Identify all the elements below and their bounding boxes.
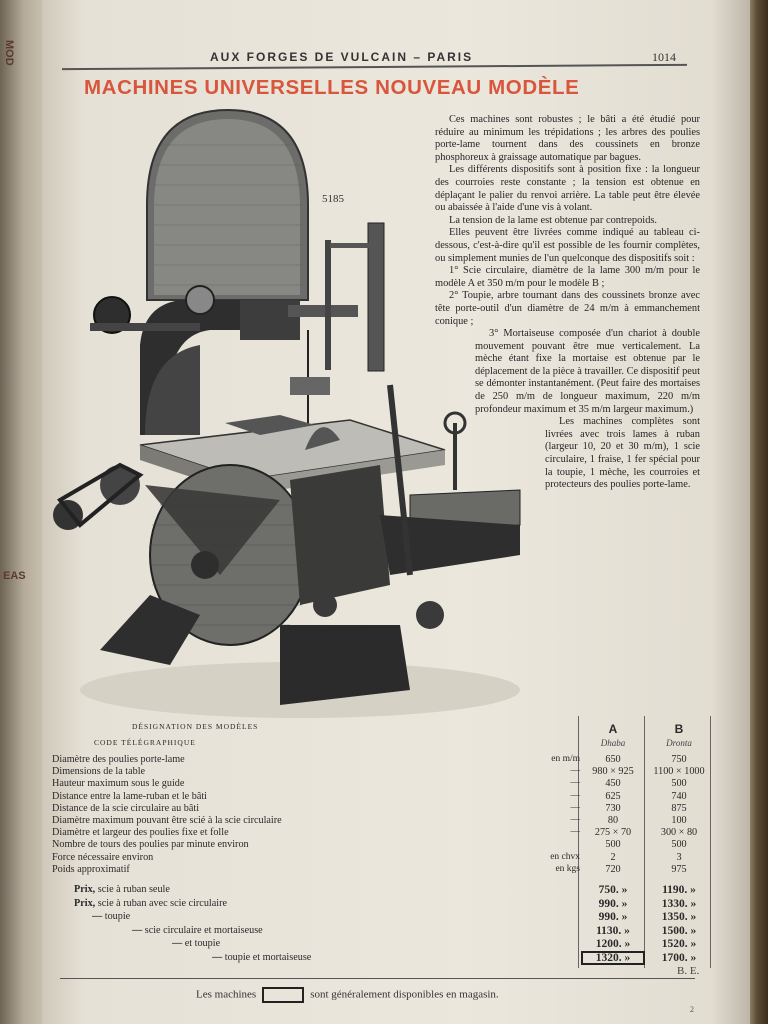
- price-description: toupie: [104, 911, 131, 922]
- price-row: [52, 884, 712, 896]
- price-a: 1320. »: [582, 952, 644, 964]
- spec-unit: en kgs: [555, 863, 580, 874]
- price-prefix: Prix,: [74, 897, 96, 909]
- spec-value-b: 3: [676, 851, 682, 863]
- designation-label: DÉSIGNATION DES MODÈLES: [132, 722, 259, 731]
- paragraph-8: Les machines complètes sont livrées avec trois lames à ruban (largeur 10, 20 et 30 m/m), 1 scie circulaire, 1 fraise, 1 fer spécial pour la toupie, 1 mèche, les courroies et protecteurs des poulies porte-lame.: [545, 416, 700, 491]
- price-row: [52, 938, 712, 950]
- code-b: Dronta: [666, 738, 692, 748]
- price-prefix: —: [212, 951, 223, 963]
- spec-value-a: 980 × 925: [592, 766, 634, 778]
- spec-value-b: 975: [671, 863, 687, 875]
- code-label: CODE TÉLÉGRAPHIQUE: [94, 738, 196, 747]
- spec-value-a: 625: [605, 790, 621, 802]
- spec-unit: —: [570, 815, 580, 825]
- running-head: AUX FORGES DE VULCAIN – PARIS: [210, 50, 474, 64]
- price-prefix: —: [92, 911, 103, 922]
- spec-value-b: 100: [671, 815, 687, 826]
- price-b: 1700. »: [661, 951, 697, 964]
- spec-row: [52, 815, 712, 827]
- spec-row: [52, 754, 712, 766]
- price-label: [132, 925, 652, 936]
- spec-unit: —: [570, 827, 580, 838]
- paragraph-4: Elles peuvent être livrées comme indiqué au tableau ci-dessous, c'est-à-dire qu'il est possible de les fournir complètes, ou simplement munies de l'un quelconque des dispositifs soit :: [435, 227, 700, 264]
- left-page-edge: [0, 0, 44, 1024]
- paragraph-2: Les différents dispositifs sont à position fixe : la longueur des courroies reste constante ; la tension est obtenue en déplaçant le palier du renvoi arrière. La table peut être élevée ou abaissée à l'aide d'une vis à volant.: [435, 164, 700, 214]
- book-binding-edge: [750, 0, 768, 1024]
- spec-label: Poids approximatif: [52, 863, 130, 875]
- price-row: [52, 911, 712, 923]
- spec-unit: —: [570, 766, 580, 777]
- price-label: [74, 884, 594, 895]
- spec-value-a: 80: [607, 815, 619, 826]
- signature: B. E.: [677, 965, 700, 977]
- price-description: et toupie: [184, 938, 221, 949]
- spec-row: [52, 852, 712, 864]
- spec-value-a: 650: [605, 754, 621, 765]
- spec-row: [52, 827, 712, 839]
- spec-value-a: 450: [605, 778, 621, 790]
- spec-unit: —: [570, 778, 580, 789]
- spec-value-b: 300 × 80: [660, 827, 698, 839]
- spec-unit: en chvx: [550, 851, 580, 862]
- spec-label: Nombre de tours des poulies par minute environ: [52, 839, 249, 851]
- spec-row: [52, 839, 712, 851]
- corner-number: 2: [690, 1005, 694, 1014]
- spec-label: Diamètre maximum pouvant être scié à la scie circulaire: [52, 815, 282, 826]
- spec-label: Distance entre la lame-ruban et le bâti: [52, 790, 208, 802]
- spec-value-b: 500: [671, 839, 687, 851]
- spec-label: Distance de la scie circulaire au bâti: [52, 802, 200, 814]
- spec-row: [52, 803, 712, 815]
- spec-label: Force nécessaire environ: [52, 851, 154, 863]
- price-a: 990. »: [598, 897, 628, 910]
- paragraph-5: 1° Scie circulaire, diamètre de la lame 300 m/m pour le modèle A et 350 m/m pour le modèle B ;: [435, 265, 700, 289]
- price-description: scie à ruban seule: [97, 884, 170, 895]
- price-prefix: —: [132, 924, 143, 936]
- spec-row: [52, 791, 712, 803]
- spec-value-a: 730: [605, 802, 621, 814]
- availability-box: [262, 987, 304, 1003]
- spec-label: Diamètre des poulies porte-lame: [52, 754, 185, 765]
- footnote: [196, 987, 499, 1003]
- specifications-table: [52, 716, 712, 971]
- paragraph-7: 3° Mortaiseuse composée d'un chariot à double mouvement pouvant être mue verticalement. La mèche étant fixe la mortaise est obtenue par le déplacement de la pièce à travailler. Ce dispositif peut se démonter instantanément. (Peut faire des mortaises de 250 m/m de longueur maximum, 220 m/m profondeur maximum et 35 m/m largeur maximum.): [475, 328, 700, 415]
- price-description: scie circulaire et mortaiseuse: [144, 924, 263, 936]
- price-a: 750. »: [598, 884, 628, 896]
- price-b: 1190. »: [662, 884, 696, 896]
- spec-value-b: 750: [671, 754, 687, 765]
- table-header-row: [52, 722, 712, 734]
- spec-value-a: 2: [610, 851, 616, 863]
- spec-unit: en m/m: [551, 754, 580, 764]
- code-row: [52, 738, 712, 750]
- paragraph-6: 2° Toupie, arbre tournant dans des coussinets bronze avec tête porte-outil d'un diamètre de 24 m/m à emmanchement conique ;: [435, 290, 700, 327]
- price-b: 1500. »: [661, 924, 697, 937]
- spec-label: Diamètre et largeur des poulies fixe et folle: [52, 827, 229, 839]
- footer-rule: [60, 978, 695, 979]
- price-a: 990. »: [598, 911, 628, 923]
- price-row: [52, 925, 712, 937]
- page-title: MACHINES UNIVERSELLES NOUVEAU MODÈLE: [84, 76, 580, 99]
- price-description: toupie et mortaiseuse: [224, 951, 312, 963]
- price-a: 1130. »: [596, 924, 630, 937]
- spec-unit: —: [570, 802, 580, 813]
- figure-number: 5185: [322, 193, 344, 205]
- spec-row: [52, 864, 712, 876]
- spec-value-a: 720: [605, 863, 621, 875]
- spec-value-b: 875: [671, 802, 687, 814]
- spec-value-a: 500: [605, 839, 621, 851]
- price-prefix: —: [172, 938, 183, 949]
- price-row: [52, 898, 712, 910]
- spec-row: [52, 778, 712, 790]
- footnote-before: Les machines: [196, 988, 257, 1001]
- paragraph-3: La tension de la lame est obtenue par contrepoids.: [449, 214, 658, 226]
- price-a: 1200. »: [595, 938, 631, 950]
- page-number: 1014: [652, 50, 676, 64]
- price-b: 1350. »: [661, 911, 697, 923]
- price-b: 1330. »: [661, 897, 697, 910]
- model-b-header: B: [674, 722, 684, 736]
- price-description: scie à ruban avec scie circulaire: [97, 897, 228, 909]
- price-label: [74, 898, 594, 909]
- spec-value-b: 1100 × 1000: [653, 766, 705, 778]
- spec-label: Hauteur maximum sous le guide: [52, 778, 185, 790]
- code-a: Dhaba: [600, 738, 626, 748]
- spec-value-a: 275 × 70: [594, 827, 632, 839]
- paragraph-1: Ces machines sont robustes ; le bâti a été étudié pour réduire au minimum les trépidations ; les arbres des poulies porte-lame tournent dans des coussinets en bronze phosphoreux à graissage automatique par bagues.: [435, 114, 700, 163]
- left-page-fragment-2: EAS: [3, 570, 26, 582]
- price-b: 1520. »: [661, 938, 697, 950]
- spec-value-b: 740: [671, 790, 687, 802]
- price-prefix: Prix,: [74, 884, 96, 895]
- description-text: [435, 114, 700, 492]
- spec-label: Dimensions de la table: [52, 766, 146, 778]
- price-row: [52, 952, 712, 964]
- spec-unit: —: [570, 790, 580, 801]
- footnote-after: sont généralement disponibles en magasin.: [310, 988, 499, 1001]
- left-page-fragment-1: MOD: [3, 40, 15, 66]
- price-label: [92, 911, 612, 922]
- spec-row: [52, 766, 712, 778]
- model-a-header: A: [608, 722, 618, 736]
- spec-value-b: 500: [671, 778, 687, 790]
